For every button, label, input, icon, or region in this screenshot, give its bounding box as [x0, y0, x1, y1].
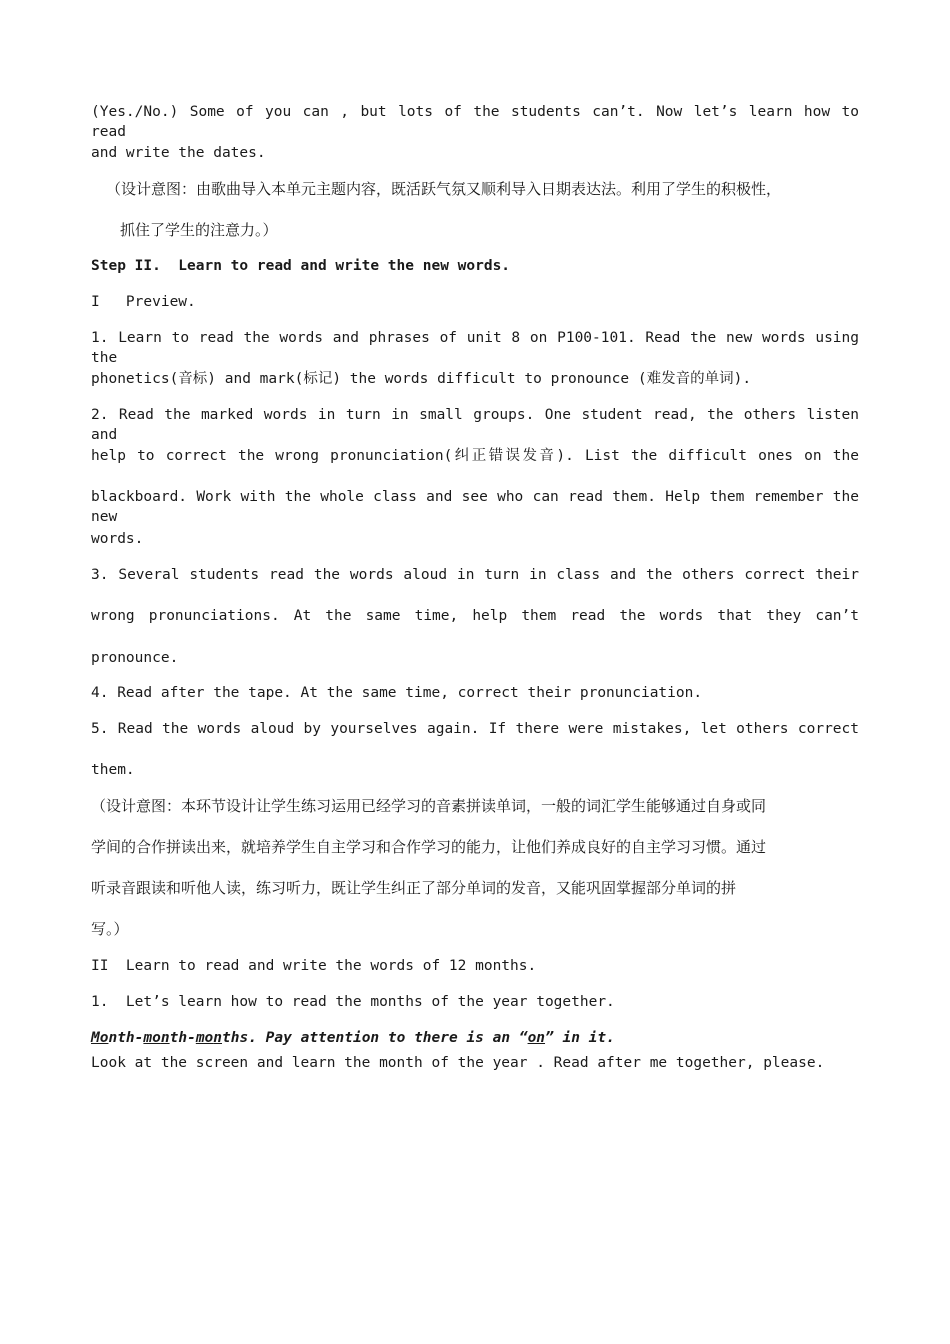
design-intent-note: （设计意图：由歌曲导入本单元主题内容，既活跃气氛又顺利导入日期表达法。利用了学生的积极性，: [106, 180, 782, 198]
subsection-heading: II Learn to read and write the words of 12 months.: [91, 958, 537, 974]
underlined-letters: n: [213, 1030, 223, 1046]
text-line: 5. Read the words aloud by yourselves again. If there were mistakes, let others correct: [91, 721, 859, 737]
design-intent-note: 写。）: [91, 920, 129, 938]
text-line: and write the dates.: [91, 145, 266, 161]
text-line: them.: [91, 762, 135, 778]
design-intent-note: 学间的合作拼读出来，就培养学生自主学习和合作学习的能力，让他们养成良好的自主学习习惯。通过: [91, 838, 767, 856]
design-intent-note: （设计意图：本环节设计让学生练习运用已经学习的音素拼读单词，一般的词汇学生能够通过自身或同: [91, 797, 767, 815]
text-line: 1. Learn to read the words and phrases of unit 8 on P100-101. Read the new words using the: [91, 330, 859, 366]
text-line: help to correct the wrong pronunciation(纠正错误发音). List the difficult ones on the: [91, 448, 859, 464]
underlined-letters: mo: [143, 1030, 161, 1046]
text-fragment: th-: [169, 1030, 196, 1046]
text-line: phonetics(音标) and mark(标记) the words difficult to pronounce (难发音的单词).: [91, 371, 752, 387]
design-intent-note: 听录音跟读和听他人读，练习听力，既让学生纠正了部分单词的发音，又能巩固掌握部分单词的拼: [91, 879, 737, 897]
text-fragment: ths. Pay attention to there is an “: [222, 1030, 528, 1046]
months-emphasis-line: [91, 1028, 615, 1048]
text-line: 1. Let’s learn how to read the months of the year together.: [91, 994, 615, 1010]
text-line: wrong pronunciations. At the same time, help them read the words that they can’t: [91, 608, 859, 624]
underlined-letters: n: [160, 1030, 170, 1046]
design-intent-note: 抓住了学生的注意力。）: [120, 221, 278, 239]
text-fragment: n: [108, 1030, 118, 1046]
text-fragment: th-: [117, 1030, 144, 1046]
text-line: pronounce.: [91, 650, 179, 666]
subsection-heading: I Preview.: [91, 294, 196, 310]
text-line: 4. Read after the tape. At the same time, correct their pronunciation.: [91, 685, 703, 701]
section-heading: Step II. Learn to read and write the new words.: [91, 258, 511, 274]
text-line: 3. Several students read the words aloud in turn in class and the others correct their: [91, 567, 859, 583]
text-line: Look at the screen and learn the month of the year . Read after me together, please.: [91, 1055, 825, 1071]
text-line: 2. Read the marked words in turn in small groups. One student read, the others listen and: [91, 407, 859, 443]
underlined-letters: mo: [195, 1030, 214, 1046]
text-line: blackboard. Work with the whole class and see who can read them. Help them remember the new: [91, 489, 859, 525]
text-line: words.: [91, 531, 144, 547]
text-fragment: ” in it.: [545, 1030, 615, 1046]
text-line: (Yes./No.) Some of you can , but lots of the students can’t. Now let’s learn how to read: [91, 104, 859, 140]
underlined-letters: Mo: [91, 1030, 109, 1046]
underlined-letters: on: [527, 1030, 546, 1046]
